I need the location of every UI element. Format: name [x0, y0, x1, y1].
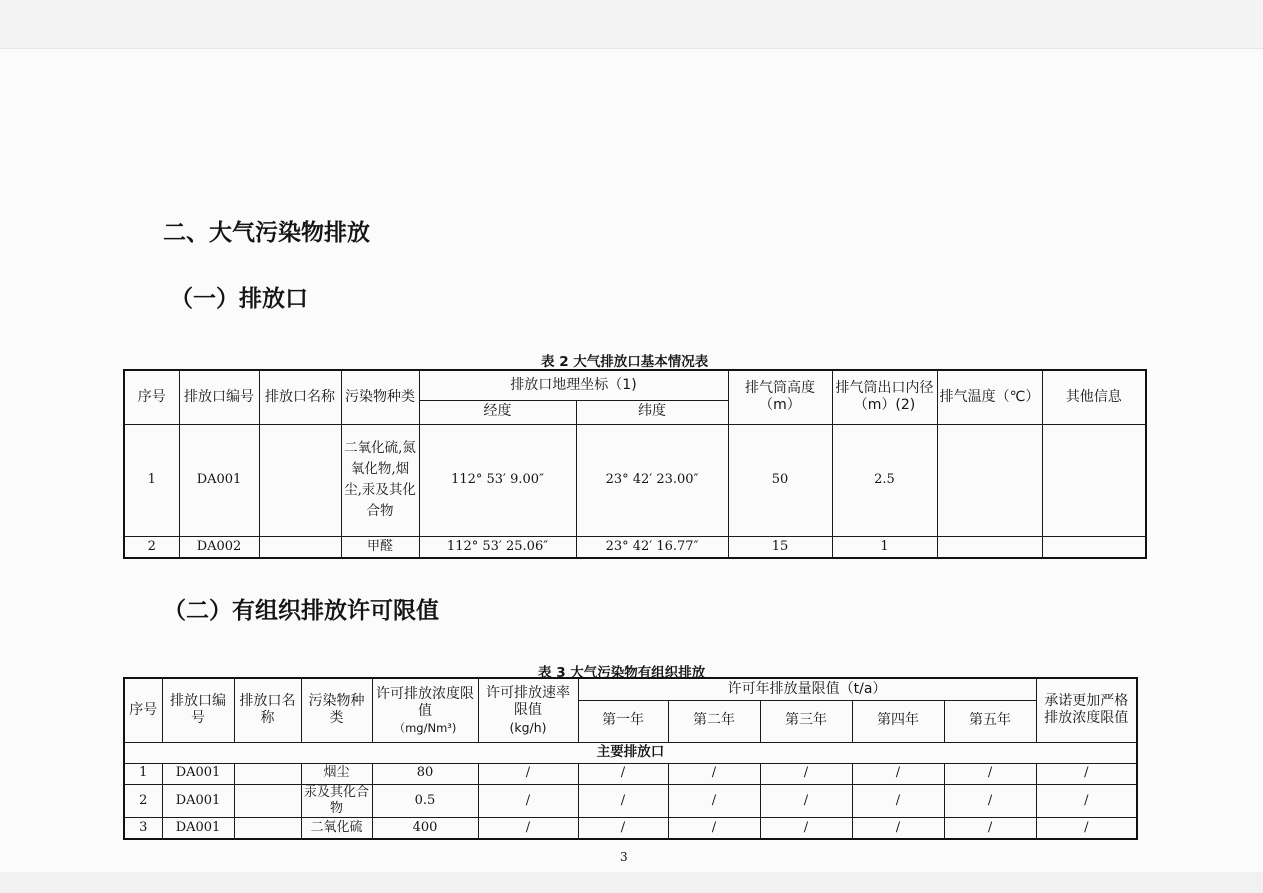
header-year-2: 第二年: [668, 700, 760, 742]
subsection-permit-limits-title: （二）有组织排放许可限值: [163, 598, 439, 624]
cell-seq: 2: [124, 784, 162, 818]
table-row: [124, 784, 1137, 818]
cell-outlet-code: DA001: [162, 818, 234, 839]
cell-stack-diameter: 1: [832, 536, 937, 558]
table-row: [124, 424, 1146, 536]
cell-rate-limit: /: [478, 784, 578, 818]
cell-exhaust-temp: [937, 536, 1042, 558]
cell-year-4: /: [852, 818, 944, 839]
cell-year-2: /: [668, 763, 760, 784]
cell-stack-height: 15: [728, 536, 832, 558]
header-stack-height: 排气筒高度（m）: [728, 370, 832, 424]
header-rate-limit-label: 许可排放速率限值: [486, 684, 570, 719]
header-annual-limit: 许可年排放量限值（t/a）: [578, 678, 1036, 700]
table3-caption: 表 3 大气污染物有组织排放: [538, 665, 706, 681]
cell-latitude: 23° 42′ 16.77″: [576, 536, 728, 558]
header-other-info: 其他信息: [1042, 370, 1146, 424]
cell-pollutant: 汞及其化合物: [301, 784, 372, 818]
table-row: [124, 818, 1137, 839]
cell-outlet-code: DA001: [179, 424, 259, 536]
header-stack-diameter: 排气筒出口内径（m）(2): [832, 370, 937, 424]
cell-year-1: /: [578, 818, 668, 839]
cell-year-2: /: [668, 784, 760, 818]
cell-year-4: /: [852, 784, 944, 818]
cell-year-1: /: [578, 763, 668, 784]
header-year-3: 第三年: [760, 700, 852, 742]
cell-outlet-name: [234, 763, 301, 784]
cell-outlet-code: DA001: [162, 763, 234, 784]
header-latitude: 纬度: [576, 400, 728, 424]
cell-pollutant: 二氧化硫: [301, 818, 372, 839]
header-rate-unit: (kg/h): [509, 719, 547, 735]
cell-outlet-name: [234, 818, 301, 839]
header-outlet-code: 排放口编号: [162, 678, 234, 742]
header-conc-limit: [372, 678, 478, 742]
cell-stricter-limit: /: [1036, 818, 1137, 839]
table-row: [124, 763, 1137, 784]
header-geo-coords: 排放口地理坐标（1): [419, 370, 728, 400]
cell-outlet-code: DA002: [179, 536, 259, 558]
cell-conc-limit: 80: [372, 763, 478, 784]
organized-emission-table: [123, 677, 1138, 840]
header-outlet-name: 排放口名称: [234, 678, 301, 742]
page-number: 3: [620, 850, 628, 864]
cell-year-2: /: [668, 818, 760, 839]
cell-pollutant: 甲醛: [341, 536, 419, 558]
cell-outlet-name: [259, 424, 341, 536]
header-exhaust-temp: 排气温度（℃）: [937, 370, 1042, 424]
cell-conc-limit: 400: [372, 818, 478, 839]
header-stricter-limit: 承诺更加严格排放浓度限值: [1036, 678, 1137, 742]
header-rate-limit: [478, 678, 578, 742]
cell-seq: 1: [124, 763, 162, 784]
table-row: [124, 536, 1146, 558]
cell-latitude: 23° 42′ 23.00″: [576, 424, 728, 536]
cell-stricter-limit: /: [1036, 784, 1137, 818]
header-pollutant-type: 污染物种类: [341, 370, 419, 424]
scan-border-bottom: [0, 872, 1263, 893]
cell-outlet-name: [259, 536, 341, 558]
subsection-outlets-title: （一）排放口: [170, 286, 308, 312]
cell-other-info: [1042, 536, 1146, 558]
cell-year-5: /: [944, 763, 1036, 784]
cell-year-4: /: [852, 763, 944, 784]
cell-year-5: /: [944, 818, 1036, 839]
cell-longitude: 112° 53′ 25.06″: [419, 536, 576, 558]
cell-stack-height: 50: [728, 424, 832, 536]
section-title: 二、大气污染物排放: [163, 220, 370, 246]
cell-seq: 1: [124, 424, 179, 536]
header-conc-limit-label: 许可排放浓度限值: [376, 685, 474, 720]
header-year-1: 第一年: [578, 700, 668, 742]
main-outlet-subheader: 主要排放口: [124, 742, 1137, 763]
header-outlet-name: 排放口名称: [259, 370, 341, 424]
header-pollutant-type: 污染物种类: [301, 678, 372, 742]
cell-stricter-limit: /: [1036, 763, 1137, 784]
cell-year-3: /: [760, 784, 852, 818]
cell-exhaust-temp: [937, 424, 1042, 536]
cell-year-1: /: [578, 784, 668, 818]
scan-border-top: [0, 0, 1263, 49]
cell-other-info: [1042, 424, 1146, 536]
cell-year-3: /: [760, 763, 852, 784]
header-longitude: 经度: [419, 400, 576, 424]
cell-rate-limit: /: [478, 818, 578, 839]
cell-pollutant: 二氧化硫,氮氧化物,烟尘,汞及其化合物: [341, 424, 419, 536]
cell-year-3: /: [760, 818, 852, 839]
cell-seq: 3: [124, 818, 162, 839]
header-conc-unit: （mg/Nm³): [393, 720, 457, 735]
cell-pollutant: 烟尘: [301, 763, 372, 784]
cell-longitude: 112° 53′ 9.00″: [419, 424, 576, 536]
table2-caption: 表 2 大气排放口基本情况表: [541, 354, 709, 370]
cell-year-5: /: [944, 784, 1036, 818]
cell-outlet-code: DA001: [162, 784, 234, 818]
cell-conc-limit: 0.5: [372, 784, 478, 818]
cell-seq: 2: [124, 536, 179, 558]
cell-rate-limit: /: [478, 763, 578, 784]
cell-stack-diameter: 2.5: [832, 424, 937, 536]
header-seq: 序号: [124, 678, 162, 742]
outlet-basic-info-table: [123, 369, 1147, 559]
header-year-4: 第四年: [852, 700, 944, 742]
header-year-5: 第五年: [944, 700, 1036, 742]
header-outlet-code: 排放口编号: [179, 370, 259, 424]
cell-outlet-name: [234, 784, 301, 818]
header-seq: 序号: [124, 370, 179, 424]
